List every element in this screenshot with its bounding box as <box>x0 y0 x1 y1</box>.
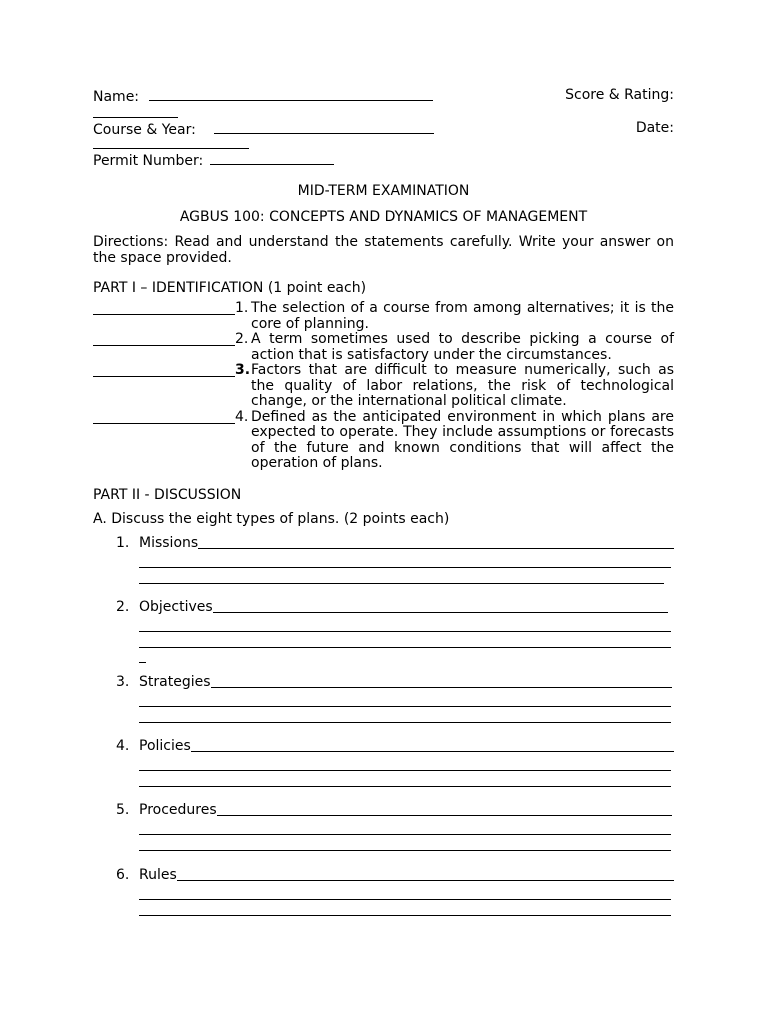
answer-blank[interactable] <box>93 410 235 424</box>
answer-line[interactable] <box>139 835 671 851</box>
discussion-item-5 <box>116 801 674 851</box>
answer-line[interactable] <box>139 819 671 835</box>
item-label: Missions <box>139 534 199 551</box>
score-label: Score & Rating: <box>565 87 674 103</box>
answer-line[interactable] <box>139 884 671 900</box>
ident-item-3 <box>93 363 674 410</box>
ident-item-1 <box>93 301 674 332</box>
answer-line[interactable] <box>217 801 672 816</box>
item-number: 4. <box>116 737 130 754</box>
answer-line-overflow[interactable] <box>139 648 146 663</box>
answer-line[interactable] <box>198 534 674 549</box>
answer-line[interactable] <box>139 707 671 723</box>
item-text: Defined as the anticipated environment in which plans are expected to operate. They include assumptions or forecasts of the future and known conditions that will affect the operation of plans. <box>251 408 674 471</box>
name-blank[interactable] <box>149 86 433 101</box>
item-number: 1. <box>116 534 130 551</box>
permit-blank[interactable] <box>210 150 334 165</box>
date-blank[interactable] <box>93 134 249 149</box>
answer-blank[interactable] <box>93 363 235 377</box>
discussion-item-1 <box>116 534 674 584</box>
part2-title: PART II - DISCUSSION <box>93 486 242 503</box>
discussion-item-4 <box>116 737 674 787</box>
item-text: The selection of a course from among alternatives; it is the core of planning. <box>251 300 674 332</box>
answer-line[interactable] <box>177 866 674 881</box>
item-number: 4. <box>235 408 249 425</box>
item-number: 1. <box>235 300 249 316</box>
item-number: 5. <box>116 801 130 818</box>
directions: Directions: Read and understand the statements carefully. Write your answer on the space provided. <box>93 234 674 266</box>
answer-line[interactable] <box>139 691 671 707</box>
answer-line[interactable] <box>139 616 671 632</box>
course-blank[interactable] <box>214 119 434 134</box>
answer-blank[interactable] <box>93 301 235 315</box>
name-row <box>93 86 674 104</box>
item-number: 3. <box>235 362 251 378</box>
answer-line[interactable] <box>139 900 671 916</box>
answer-line[interactable] <box>139 552 671 568</box>
course-title: AGBUS 100: CONCEPTS AND DYNAMICS OF MANAGEMENT <box>179 209 588 225</box>
answer-line[interactable] <box>191 737 674 752</box>
part2-question: A. Discuss the eight types of plans. (2 points each) <box>93 510 450 527</box>
discussion-item-6 <box>116 866 674 916</box>
answer-line[interactable] <box>139 568 664 584</box>
item-text: Factors that are difficult to measure numerically, such as the quality of labor relations, the risk of technological change, or the international political climate. <box>251 362 674 409</box>
course-label: Course & Year: <box>93 122 196 138</box>
ident-item-4 <box>93 410 674 472</box>
ident-item-2 <box>93 332 674 363</box>
score-continuation <box>93 104 674 119</box>
answer-line[interactable] <box>139 632 671 648</box>
item-label: Procedures <box>139 801 217 818</box>
item-label: Strategies <box>139 673 211 690</box>
date-label: Date: <box>635 120 674 136</box>
exam-title: MID-TERM EXAMINATION <box>297 183 470 199</box>
item-text: A term sometimes used to describe picking a course of action that is satisfactory under the circumstances. <box>251 331 674 363</box>
date-continuation <box>93 137 674 150</box>
answer-line[interactable] <box>211 673 673 688</box>
exam-page <box>93 86 674 916</box>
item-number: 3. <box>116 673 130 690</box>
item-number: 2. <box>116 598 130 615</box>
score-blank[interactable] <box>93 103 178 118</box>
answer-blank[interactable] <box>93 332 235 346</box>
name-label: Name: <box>93 89 140 105</box>
discussion-list <box>93 534 674 916</box>
answer-line[interactable] <box>213 598 668 613</box>
item-number: 2. <box>235 331 249 347</box>
answer-line[interactable] <box>139 771 671 787</box>
item-number: 6. <box>116 866 130 883</box>
discussion-item-3 <box>116 673 674 723</box>
answer-line[interactable] <box>139 755 671 771</box>
item-label: Policies <box>139 737 191 754</box>
part1-title: PART I – IDENTIFICATION (1 point each) <box>93 280 367 296</box>
discussion-item-2 <box>116 598 674 663</box>
part1-list <box>93 301 674 472</box>
permit-row <box>93 150 674 168</box>
item-label: Objectives <box>139 598 213 615</box>
item-label: Rules <box>139 866 177 883</box>
permit-label: Permit Number: <box>93 153 204 169</box>
